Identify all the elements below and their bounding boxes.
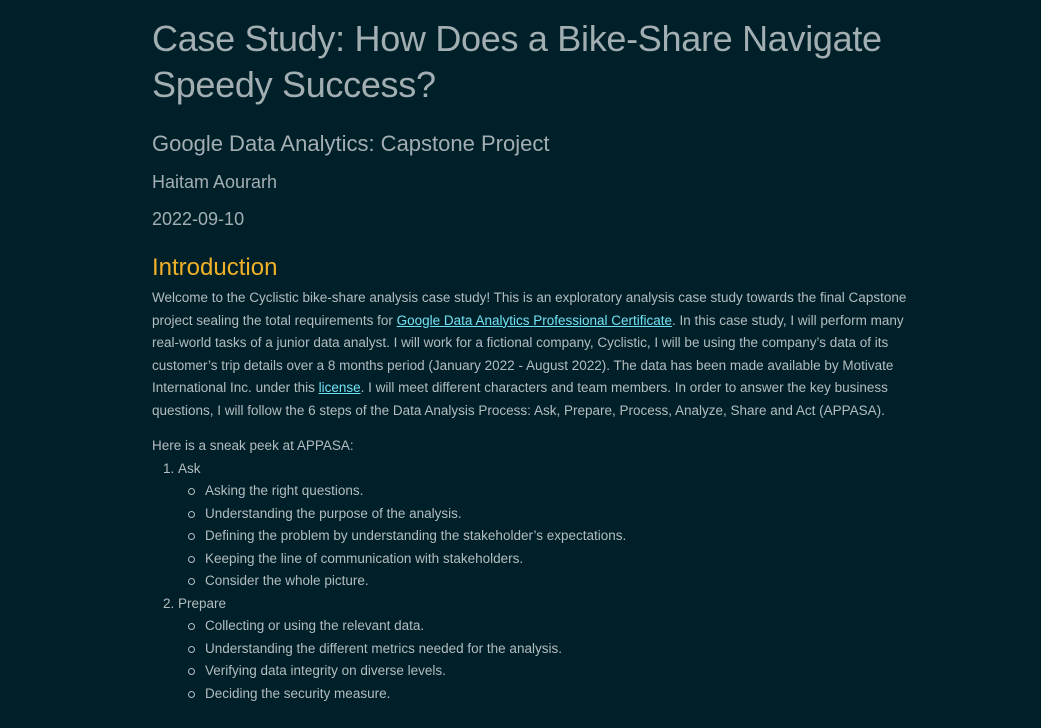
circle-bullet-icon: [188, 668, 195, 675]
circle-bullet-icon: [188, 556, 195, 563]
circle-bullet-icon: [188, 533, 195, 540]
list-item: [205, 480, 922, 503]
list-item-text: Defining the problem by understanding the stakeholder’s expectations.: [205, 528, 627, 543]
circle-bullet-icon: [188, 488, 195, 495]
step-ask-details: [178, 480, 922, 593]
list-item-text: Deciding the security measure.: [205, 685, 391, 701]
document-body: [152, 0, 922, 705]
list-item: [205, 570, 922, 593]
circle-bullet-icon: [188, 511, 195, 518]
document-title: Case Study: How Does a Bike-Share Navigate Speedy Success?: [152, 18, 882, 105]
list-item-text: Understanding the different metrics needed for the analysis.: [205, 640, 562, 656]
document-date: 2022-09-10: [152, 209, 245, 229]
sneak-peek-paragraph: Here is a sneak peek at APPASA:: [152, 438, 354, 453]
intro-text-1: Welcome to the Cyclistic bike-share analysis case study! This is an exploratory analysis case study towards the final Capstone project sealing the total requirements for: [152, 290, 907, 328]
list-item-text: Collecting or using the relevant data.: [205, 618, 425, 633]
circle-bullet-icon: [188, 623, 195, 630]
step-prepare: [178, 593, 922, 706]
step-prepare-details: [178, 615, 922, 705]
license-link[interactable]: license: [318, 380, 361, 395]
intro-text-2: . In this case study, I will perform many real-world tasks of a junior data analyst. I will work for a fictional company, Cyclistic, I will be using the company’s data of its customer’s trip details over a 8 months period (January 2022 - August 2022). The data has been made available by Motivate International Inc. under this: [152, 312, 904, 395]
step-label: Ask: [178, 460, 201, 476]
list-item: [205, 683, 922, 706]
circle-bullet-icon: [188, 578, 195, 585]
list-item: [205, 525, 922, 548]
list-item: [205, 660, 922, 683]
circle-bullet-icon: [188, 691, 195, 698]
list-item-text: Verifying data integrity on diverse levels.: [205, 663, 446, 678]
intro-text-3: . I will meet different characters and team members. In order to answer the key business questions, I will follow the 6 steps of the Data Analysis Process: Ask, Prepare, Process, Analyze, Share and Act (APPASA).: [152, 380, 888, 418]
appasa-steps-list: [152, 458, 922, 706]
list-item-text: Consider the whole picture.: [205, 573, 369, 588]
document-author: Haitam Aourarh: [152, 172, 278, 192]
certificate-link[interactable]: Google Data Analytics Professional Certificate: [396, 312, 673, 328]
list-item: [205, 548, 922, 571]
circle-bullet-icon: [188, 646, 195, 653]
section-heading-introduction: Introduction: [152, 254, 278, 281]
list-item: [205, 503, 922, 526]
intro-paragraph: [152, 287, 922, 422]
step-ask: [178, 458, 922, 593]
list-item-text: Keeping the line of communication with stakeholders.: [205, 550, 524, 566]
list-item: [205, 638, 922, 661]
list-item-text: Understanding the purpose of the analysis.: [205, 505, 462, 521]
document-subtitle: Google Data Analytics: Capstone Project: [152, 131, 550, 156]
list-item-text: Asking the right questions.: [205, 483, 364, 498]
step-label: Prepare: [178, 595, 227, 611]
list-item: [205, 615, 922, 638]
